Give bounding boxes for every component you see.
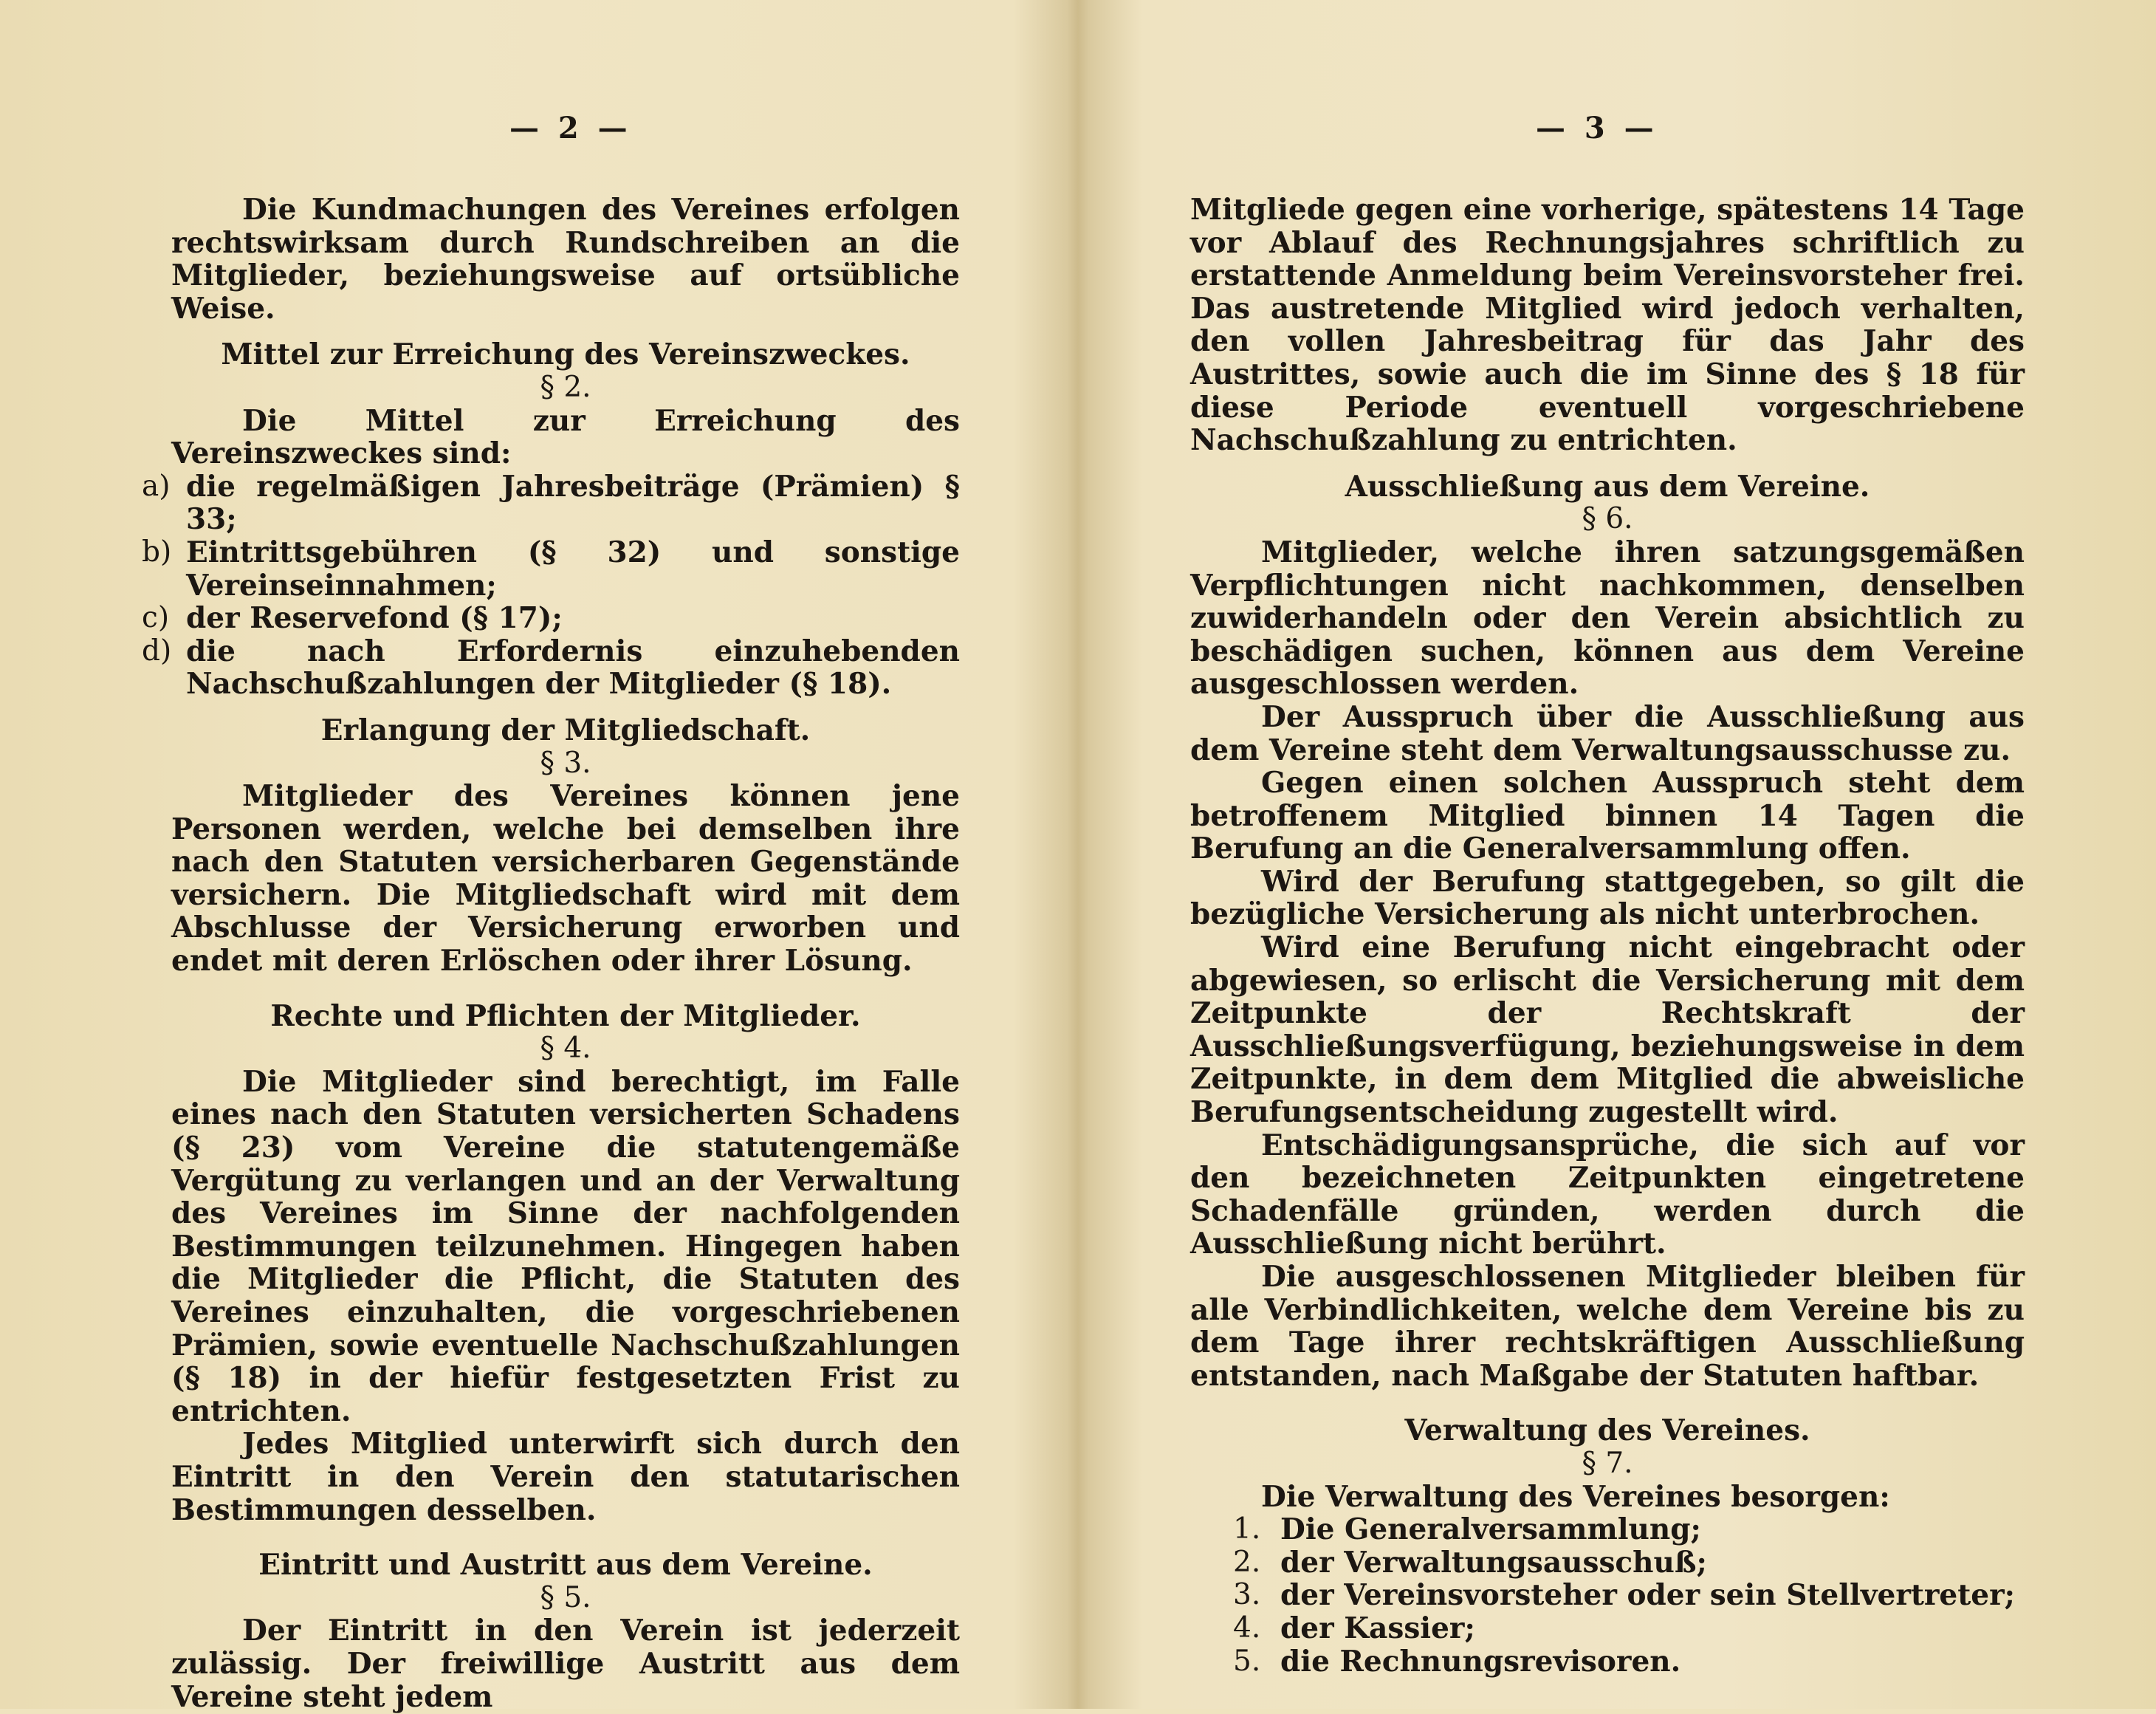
item-label: 2. [1233, 1545, 1261, 1579]
paragraph-s6: Die ausgeschlossenen Mitglieder bleiben für alle Verbindlichkeiten, welche dem Vereine bis zu dem Tage ihrer rechtskräftigen Ausschließung entstanden, nach Maßgabe der Statuten haftbar. [1190, 1260, 2025, 1393]
list-item [1233, 1546, 2025, 1580]
paragraph-s4-2: Jedes Mitglied unterwirft sich durch den Eintritt in den Verein den statutarischen Bestimmungen desselben. [171, 1427, 960, 1527]
list-s7 [1233, 1513, 2025, 1678]
item-label: 4. [1233, 1611, 1261, 1645]
paragraph-s3: Mitglieder des Vereines können jene Personen werden, welche bei demselben ihre nach den Statuten versicherbaren Gegenstände versichern. Die Mitgliedschaft wird mit dem Abschlusse der Versicherung erworben und endet mit deren Erlöschen oder ihrer Lösung. [171, 779, 960, 978]
section-7: § 7. [1582, 1446, 1633, 1480]
paragraph-continued: Mitgliede gegen eine vorherige, spätestens 14 Tage vor Ablauf des Rechnungsjahres schriftlich zu erstattende Anmeldung beim Vereinsvorsteher frei. Das austretende Mitglied wird jedoch verhalten, den vollen Jahresbeitrag für das Jahr des Austrittes, sowie auch die im Sinne des § 18 für diese Periode eventuell vorgeschriebene Nachschußzahlung zu entrichten. [1190, 193, 2025, 458]
item-label: b) [142, 535, 172, 569]
heading-eintritt: Eintritt und Austritt aus dem Vereine. [258, 1548, 873, 1583]
section-3: § 3. [540, 746, 591, 780]
paragraph-s6: Gegen einen solchen Ausspruch steht dem betroffenem Mitglied binnen 14 Tagen die Berufung an die Generalversammlung offen. [1190, 766, 2025, 866]
paragraph-s7: Die Verwaltung des Vereines besorgen: [1261, 1479, 1890, 1514]
section-5: § 5. [540, 1580, 591, 1614]
list-s2 [142, 470, 960, 701]
page-number: — 2 — [509, 111, 632, 145]
paragraph-s5: Der Eintritt in den Verein ist jederzeit zulässig. Der freiwillige Austritt aus dem Vereine steht jedem [171, 1614, 960, 1714]
heading-erlangung: Erlangung der Mitgliedschaft. [320, 713, 811, 747]
paragraph-s6: Mitglieder, welche ihren satzungsgemäßen Verpflichtungen nicht nachkommen, denselben zuwiderhandeln oder den Verein absichtlich zu beschädigen suchen, können aus dem Vereine ausgeschlossen werden. [1190, 535, 2025, 702]
paragraph-s2: Die Mittel zur Erreichung des Vereinszweckes sind: [171, 403, 960, 471]
page-number: — 3 — [1536, 111, 1658, 145]
item-label: 5. [1233, 1644, 1261, 1678]
item-text: der Reservefond (§ 17); [186, 601, 563, 636]
item-text: der Verwaltungsausschuß; [1280, 1545, 1707, 1580]
section-2: § 2. [540, 370, 591, 404]
item-label: 3. [1233, 1578, 1261, 1612]
paragraph-s6: Entschädigungsansprüche, die sich auf vor den bezeichneten Zeitpunkten eingetretene Schadenfälle gründen, werden durch die Ausschließung nicht berührt. [1190, 1128, 2025, 1261]
paragraph-s4-1: Die Mitglieder sind berechtigt, im Falle eines nach den Statuten versicherten Schadens (§ 23) vom Vereine die statutengemäße Vergütung zu verlangen und an der Verwaltung des Vereines im Sinne der nachfolgenden Bestimmungen teilzunehmen. Hingegen haben die Mitglieder die Pflicht, die Statuten des Vereines einzuhalten, die vorgeschriebenen Prämien, sowie eventuelle Nachschußzahlungen (§ 18) in der hiefür festgesetzten Frist zu entrichten. [171, 1064, 960, 1428]
page-right [1078, 0, 2156, 1709]
item-label: a) [142, 469, 171, 503]
heading-mittel: Mittel zur Erreichung des Vereinszweckes. [221, 337, 910, 372]
list-item [1233, 1579, 2025, 1612]
list-item [142, 536, 960, 602]
section-4: § 4. [540, 1032, 591, 1066]
paragraph-kundmachungen: Die Kundmachungen des Vereines erfolgen rechtswirksam durch Rundschreiben an die Mitglieder, beziehungsweise auf ortsübliche Weise. [171, 193, 960, 326]
item-label: 1. [1233, 1512, 1261, 1546]
page-text [1190, 193, 2025, 1678]
item-text: Eintrittsgebühren (§ 32) und sonstige Vereinseinnahmen; [186, 535, 960, 603]
item-text: der Vereinsvorsteher oder sein Stellvertreter; [1280, 1578, 2016, 1613]
item-label: c) [142, 601, 170, 635]
item-text: der Kassier; [1280, 1611, 1475, 1645]
heading-rechte: Rechte und Pflichten der Mitglieder. [270, 998, 861, 1033]
item-text: die Rechnungsrevisoren. [1280, 1644, 1681, 1679]
list-item [142, 470, 960, 536]
heading-verwaltung: Verwaltung des Vereines. [1404, 1413, 1810, 1448]
item-text: die regelmäßigen Jahresbeiträge (Prämien) § 33; [186, 469, 960, 537]
list-item [142, 602, 960, 635]
item-text: die nach Erfordernis einzuhebenden Nachschußzahlungen der Mitglieder (§ 18). [186, 634, 960, 702]
paragraph-s6: Der Ausspruch über die Ausschließung aus dem Vereine steht dem Verwaltungsausschusse zu. [1190, 699, 2025, 767]
list-item [142, 635, 960, 701]
list-item [1233, 1645, 2025, 1679]
page-text [142, 193, 960, 1714]
paragraph-s6: Wird der Berufung stattgegeben, so gilt die bezügliche Versicherung als nicht unterbrochen. [1190, 864, 2025, 932]
paragraph-s6: Wird eine Berufung nicht eingebracht oder abgewiesen, so erlischt die Versicherung mit dem Zeitpunkte der Rechtskraft der Ausschließungsverfügung, beziehungsweise in dem Zeitpunkte, in dem dem Mitglied die abweisliche Berufungsentscheidung zugestellt wird. [1190, 930, 2025, 1130]
item-label: d) [142, 634, 172, 668]
item-text: Die Generalversammlung; [1280, 1512, 1701, 1547]
list-item [1233, 1513, 2025, 1546]
list-item [1233, 1612, 2025, 1645]
heading-ausschliessung: Ausschließung aus dem Vereine. [1345, 469, 1870, 504]
section-6: § 6. [1582, 502, 1633, 536]
